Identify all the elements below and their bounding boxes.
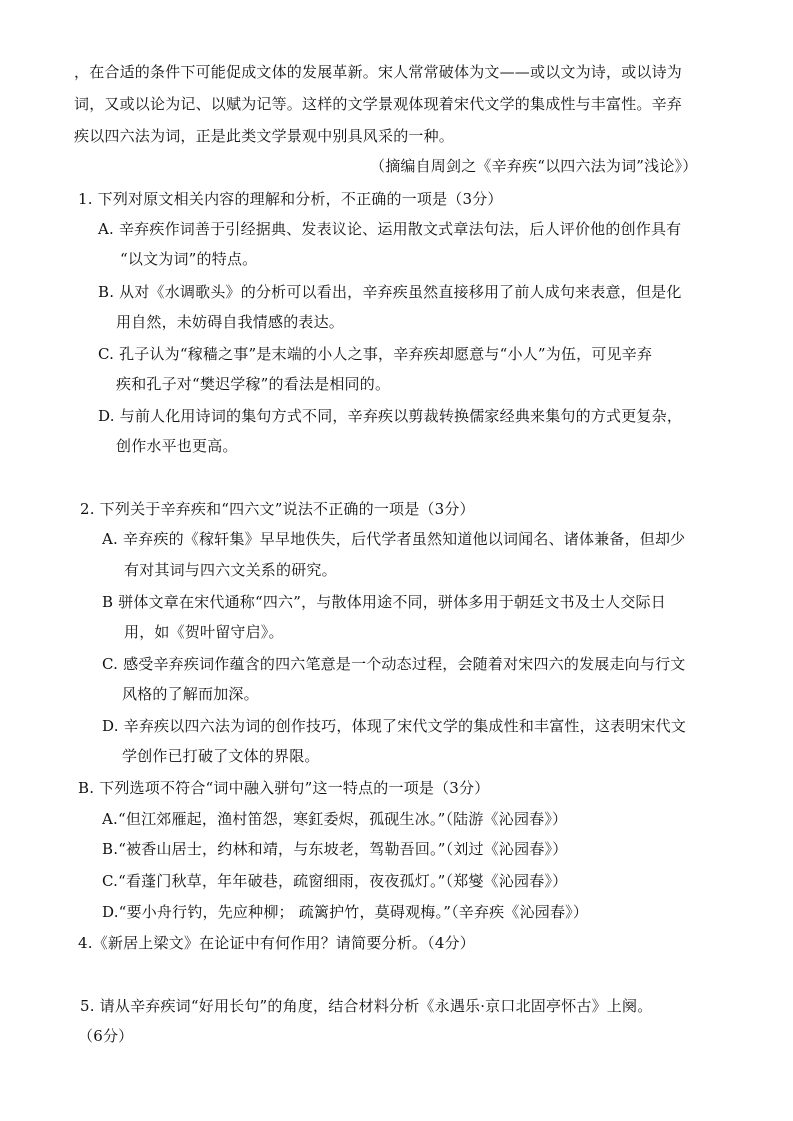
- q1-option-c-line2: 疾和孔子对“樊迟学稼”的看法是相同的。: [116, 375, 391, 393]
- q3-option-b: B.“被香山居士，约林和靖，与东坡老，驾勒吾回。”（刘过《沁园春》）: [102, 840, 568, 858]
- intro-line-3: 疾以四六法为词，正是此类文学景观中别具风采的一种。: [74, 127, 455, 145]
- q1-option-b-line1: B. 从对《水调歌头》的分析可以看出，辛弃疾虽然直接移用了前人成句来表意，但是化: [98, 283, 682, 301]
- q3-stem: B. 下列选项不符合“词中融入骈句”这一特点的一项是（3分）: [78, 779, 490, 797]
- q1-option-d-line2: 创作水平也更高。: [116, 437, 238, 455]
- q2-option-d-line1: D. 辛弃疾以四六法为词的创作技巧，体现了宋代文学的集成性和丰富性，这表明宋代文: [102, 717, 687, 735]
- q1-option-a-line1: A. 辛弃疾作词善于引经据典、发表议论、运用散文式章法句法，后人评价他的创作具有: [98, 220, 682, 238]
- q2-option-d-line2: 学创作已打破了文体的界限。: [122, 747, 320, 765]
- q2-option-b-line1: B 骈体文章在宋代通称“四六”，与散体用途不同，骈体多用于朝廷文书及士人交际日: [102, 593, 666, 611]
- q2-stem: 2. 下列关于辛弃疾和“四六文”说法不正确的一项是（3分）: [80, 500, 475, 518]
- intro-line-2: 词，又或以论为记、以赋为记等。这样的文学景观体现着宋代文学的集成性与丰富性。辛弃: [74, 95, 683, 113]
- q2-option-a-line2: 有对其词与四六文关系的研究。: [124, 561, 337, 579]
- q1-option-c-line1: C. 孔子认为“稼穑之事”是末端的小人之事，辛弃疾却愿意与“小人”为伍，可见辛弃: [98, 345, 653, 363]
- q1-option-b-line2: 用自然，未妨碍自我情感的表达。: [116, 313, 345, 331]
- q1-stem: 1. 下列对原文相关内容的理解和分析，不正确的一项是（3分）: [78, 190, 503, 208]
- q2-option-c-line2: 风格的了解而加深。: [122, 685, 259, 703]
- q5-stem-line1: 5. 请从辛弃疾词“好用长句”的角度，结合材料分析《永遇乐·京口北固亭怀古》上阕。: [80, 997, 653, 1015]
- q3-option-a: A.“但江郊雁起，渔村笛怨，寒釭委烬，孤砚生冰。”（陆游《沁园春》）: [102, 810, 568, 828]
- q3-option-c: C.“看蓬门秋草，年年破巷，疏窗细雨，夜夜孤灯。”（郑燮《沁园春》）: [102, 872, 568, 890]
- q2-option-c-line1: C. 感受辛弃疾词作蕴含的四六笔意是一个动态过程，会随着对宋四六的发展走向与行文: [102, 655, 686, 673]
- q3-option-d: D.“要小舟行钓，先应种柳； 疏篱护竹，莫碍观梅。”（辛弃疾《沁园春》）: [102, 903, 589, 921]
- q1-option-a-line2: “以文为词”的特点。: [120, 250, 258, 268]
- q4-stem: 4.《新居上梁文》在论证中有何作用？请简要分析。（4分）: [78, 934, 475, 952]
- q2-option-a-line1: A. 辛弃疾的《稼轩集》早早地佚失，后代学者虽然知道他以词闻名、诸体兼备，但却少: [102, 530, 686, 548]
- intro-line-1: ，在合适的条件下可能促成文体的发展革新。宋人常常破体为文——或以文为诗，或以诗为: [74, 63, 683, 81]
- q5-stem-line2: （6分）: [78, 1027, 134, 1045]
- q1-option-d-line1: D. 与前人化用诗词的集句方式不同，辛弃疾以剪裁转换儒家经典来集句的方式更复杂，: [98, 407, 683, 425]
- source-citation: （摘编自周剑之《辛弃疾“以四六法为词”浅论》）: [370, 157, 698, 175]
- q2-option-b-line2: 用，如《贺叶留守启》。: [124, 623, 284, 641]
